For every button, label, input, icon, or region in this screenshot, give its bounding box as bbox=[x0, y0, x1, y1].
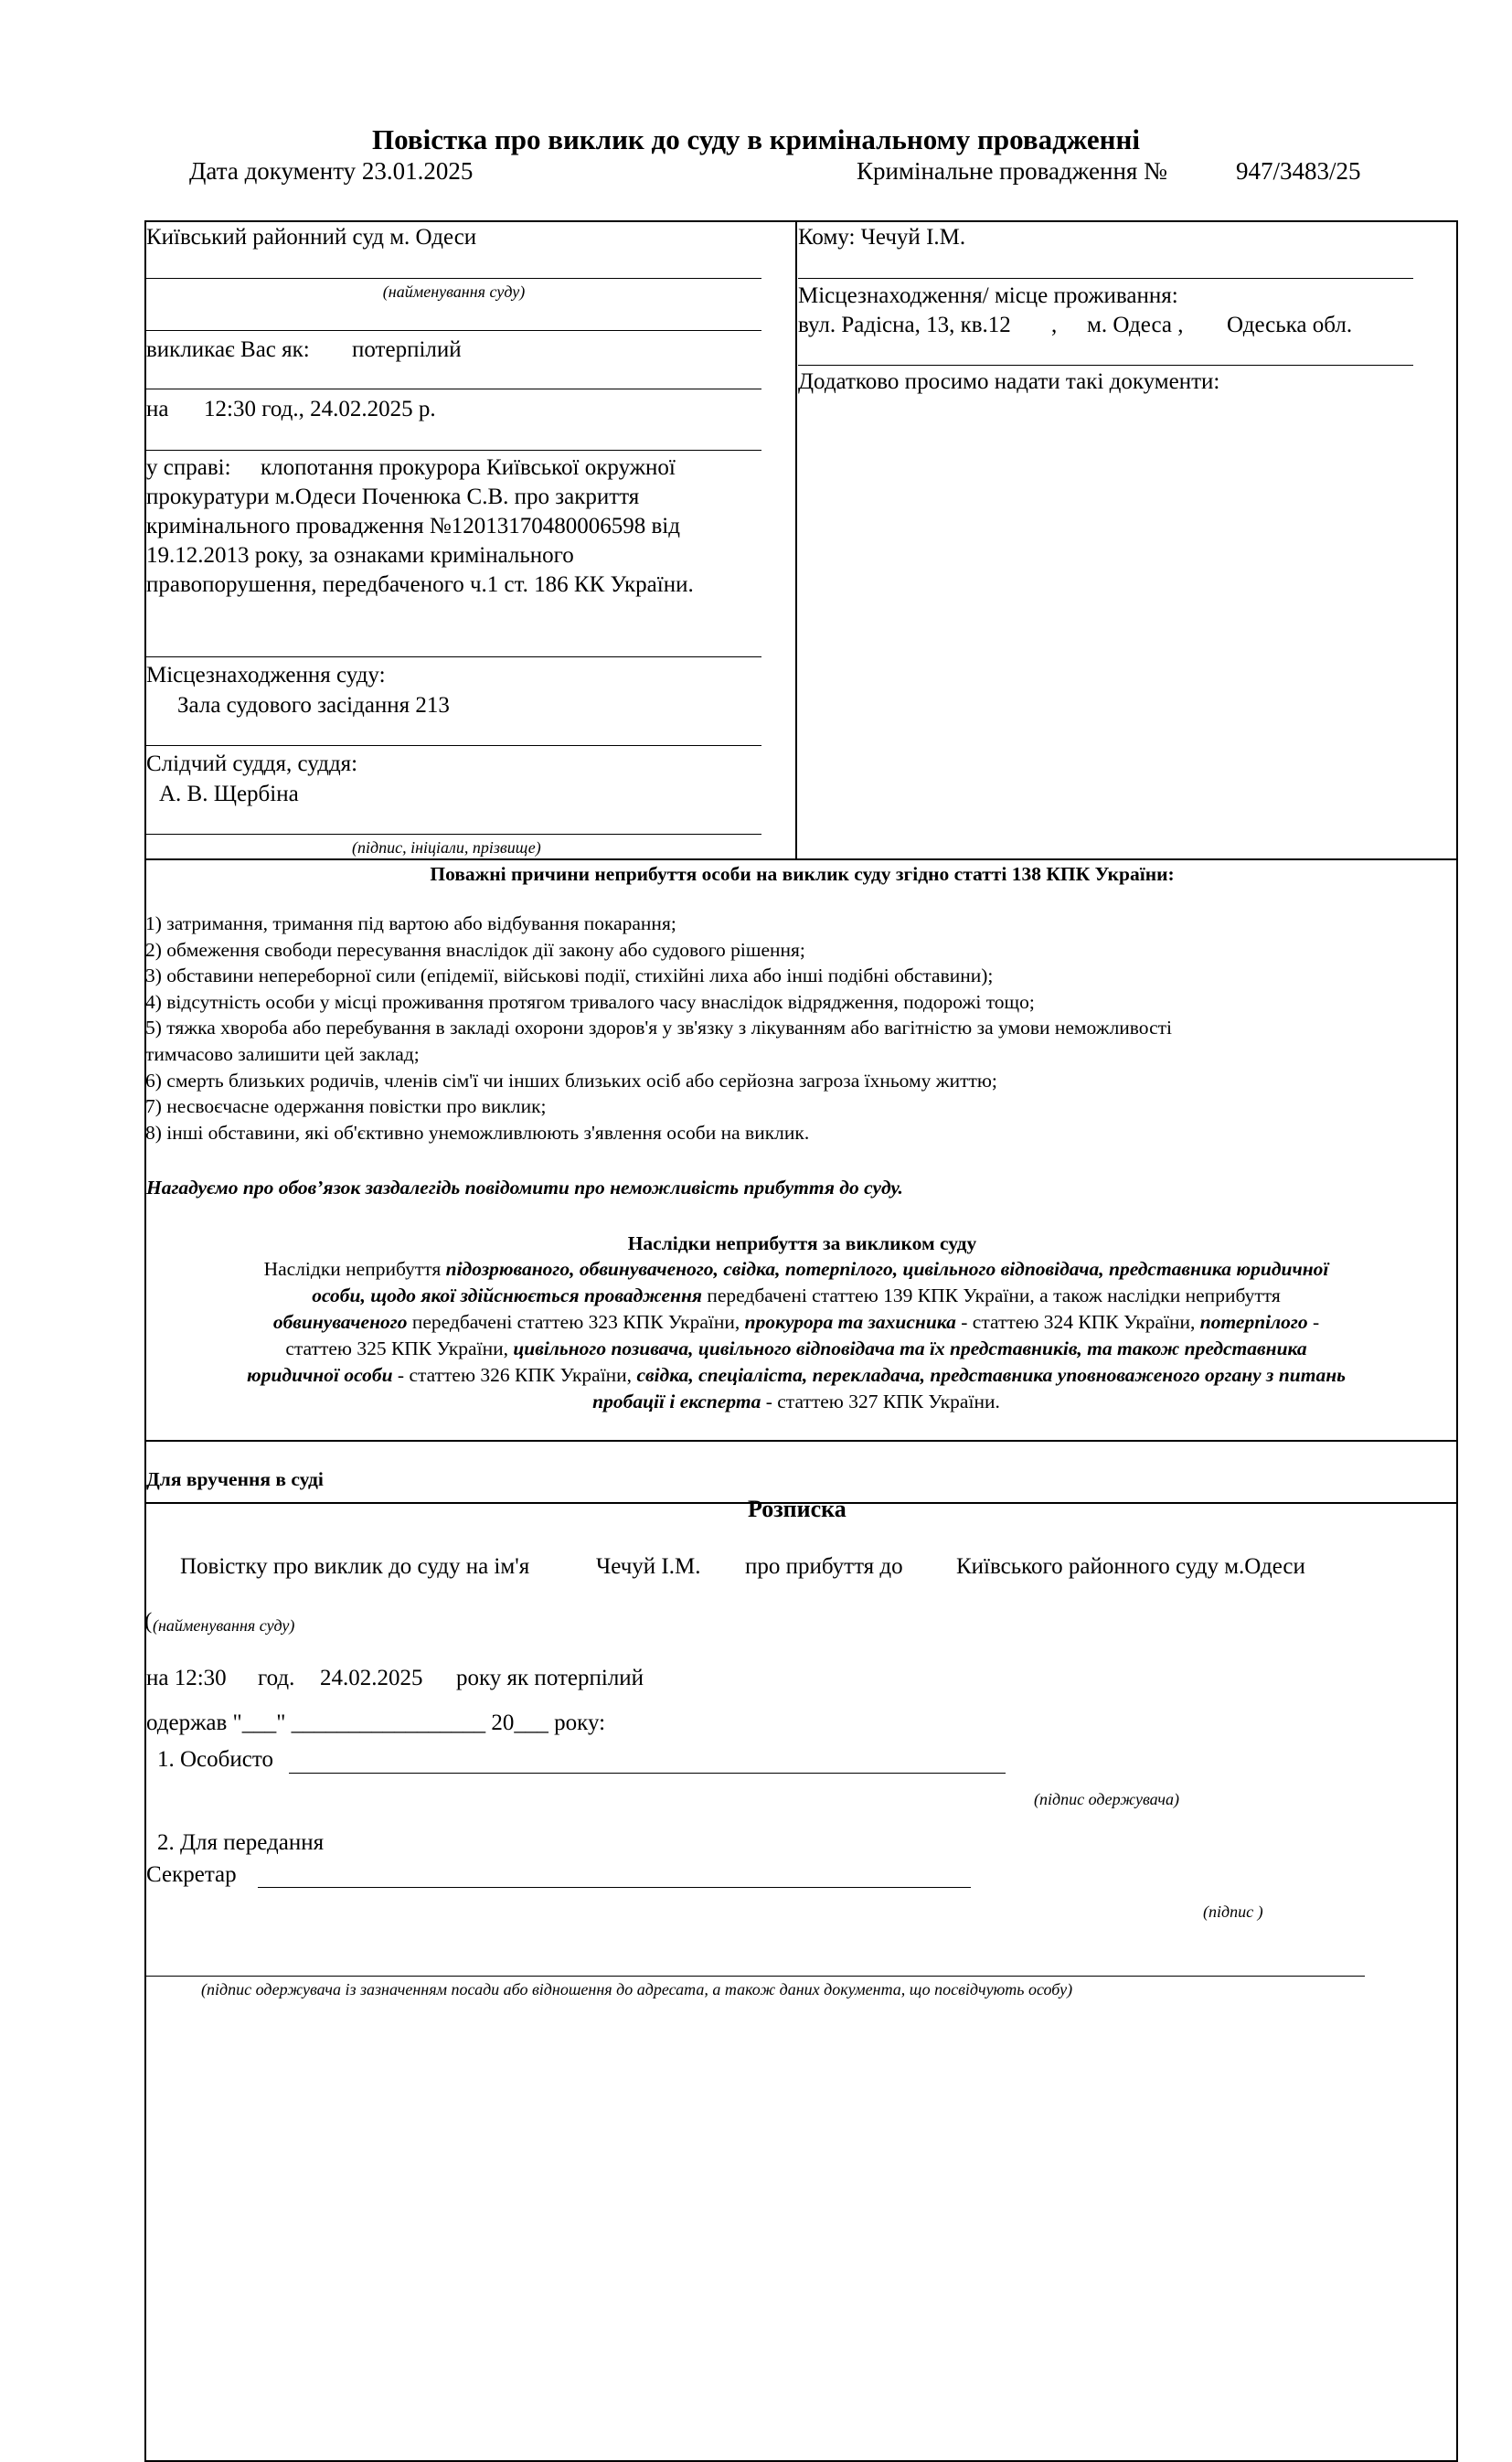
text: передбачені статтею 323 КПК України, bbox=[407, 1311, 745, 1333]
signature-caption: (підпис ) bbox=[1203, 1902, 1263, 1921]
reason-item: 6) смерть близьких родичів, членів сім'ї чи інших близьких осіб або серйозна загроза їхньому життю; bbox=[145, 1069, 997, 1092]
text: - статтею 324 КПК України, bbox=[955, 1311, 1200, 1333]
summon-as-label: викликає Вас як: bbox=[146, 337, 310, 362]
receipt-role: року як потерпілий bbox=[456, 1666, 644, 1690]
underline bbox=[146, 745, 761, 746]
for-court-delivery: Для вручення в суді bbox=[146, 1468, 324, 1490]
summon-as-value: потерпілий bbox=[352, 337, 462, 362]
case-line: клопотання прокурора Київської окружної bbox=[261, 455, 676, 480]
text: - статтею 327 КПК України. bbox=[761, 1391, 1000, 1412]
receipt-text: год. bbox=[258, 1666, 295, 1690]
receipt-text: Повістку про виклик до суду на ім'я bbox=[180, 1554, 530, 1579]
receipt-date: 24.02.2025 bbox=[320, 1666, 423, 1690]
text-emphasis: цивільного позивача, цивільного відповідача та їх представників, та також представника bbox=[513, 1338, 1307, 1359]
reason-item: 3) обставини непереборної сили (епідемії, військові події, стихійні лиха або інші подібні обставини); bbox=[145, 965, 994, 987]
receipt-text: про прибуття до bbox=[745, 1554, 903, 1579]
case-label: у справі: bbox=[146, 455, 231, 480]
reasons-list bbox=[145, 911, 1172, 1146]
reasons-heading: Поважні причини неприбуття особи на виклик суду згідно статті 138 КПК України: bbox=[430, 863, 1175, 885]
reason-item: 7) несвоєчасне одержання повістки про виклик; bbox=[145, 1095, 547, 1118]
when-label: на bbox=[146, 397, 169, 421]
address-region: Одеська обл. bbox=[1227, 313, 1353, 337]
text: статтею 325 КПК України, bbox=[285, 1338, 514, 1359]
footer-caption: (підпис одержувача із зазначенням посади або відношення до адресата, а також даних документа, що посвідчують особу) bbox=[201, 1980, 1073, 1998]
text-emphasis: особи, щодо якої здійснюється провадження bbox=[312, 1284, 702, 1306]
judge-label: Слідчий суддя, суддя: bbox=[146, 751, 358, 776]
court-name-caption: (найменування суду) bbox=[382, 282, 526, 301]
for-transfer-label: 2. Для передання bbox=[157, 1830, 325, 1855]
reminder: Нагадуємо про обов’язок заздалегідь повідомити про неможливість прибуття до суду. bbox=[146, 1177, 903, 1199]
signature-line bbox=[258, 1887, 971, 1888]
text-emphasis: обвинуваченого bbox=[272, 1311, 408, 1333]
recipient: Кому: Чечуй І.М. bbox=[798, 225, 966, 250]
court-caption: (найменування суду) bbox=[153, 1616, 295, 1635]
underline bbox=[146, 450, 761, 451]
section-divider bbox=[144, 858, 1458, 860]
text: передбачені статтею 139 КПК України, а також наслідки неприбуття bbox=[701, 1284, 1281, 1306]
reason-item: тимчасово залишити цей заклад; bbox=[145, 1042, 420, 1065]
consequences-text bbox=[146, 1256, 1446, 1415]
case-line: кримінального провадження №12013170480006598 від bbox=[146, 514, 680, 538]
underline bbox=[146, 656, 761, 657]
documents-request: Додатково просимо надати такі документи: bbox=[798, 369, 1220, 394]
text-emphasis: пробації і експерта bbox=[592, 1391, 761, 1412]
received-date-line: одержав "___" _________________ 20___ року: bbox=[146, 1711, 606, 1735]
receipt-court: Київського районного суду м.Одеси bbox=[956, 1554, 1305, 1579]
underline bbox=[146, 834, 761, 835]
consequences-heading: Наслідки неприбуття за викликом суду bbox=[627, 1232, 977, 1254]
underline bbox=[146, 330, 761, 331]
underline bbox=[798, 278, 1413, 279]
underline bbox=[798, 365, 1413, 366]
underline bbox=[146, 278, 761, 279]
address-city: м. Одеса , bbox=[1087, 313, 1184, 337]
document-title: Повістка про виклик до суду в кримінальному провадженні bbox=[372, 123, 1140, 155]
text-emphasis: свідка, спеціаліста, перекладача, представника уповноваженого органу з питань bbox=[636, 1364, 1346, 1386]
when-value: 12:30 год., 24.02.2025 р. bbox=[204, 397, 436, 421]
signature-line bbox=[289, 1773, 1006, 1774]
personally-label: 1. Особисто bbox=[157, 1747, 273, 1772]
case-number-label: Кримінальне провадження № bbox=[857, 157, 1167, 185]
bracket: ( bbox=[144, 1609, 153, 1634]
court-location-value: Зала судового засідання 213 bbox=[177, 693, 450, 718]
address-comma: , bbox=[1051, 313, 1058, 337]
case-line: правопорушення, передбаченого ч.1 ст. 186 КК України. bbox=[146, 572, 694, 597]
case-line: прокуратури м.Одеси Поченюка С.В. про закриття bbox=[146, 485, 640, 509]
court-location-label: Місцезнаходження суду: bbox=[146, 663, 386, 687]
text: - bbox=[1307, 1311, 1320, 1333]
court-name: Київський районний суд м. Одеси bbox=[146, 225, 477, 250]
signature-line bbox=[146, 1976, 1365, 1977]
address-street: вул. Радісна, 13, кв.12 bbox=[798, 313, 1011, 337]
reason-item: 4) відсутність особи у місці проживання протягом тривалого часу внаслідок відрядження, подорожі тощо; bbox=[145, 990, 1035, 1013]
text-emphasis: прокурора та захисника bbox=[744, 1311, 956, 1333]
case-line: 19.12.2013 року, за ознаками кримінального bbox=[146, 543, 574, 568]
receiver-signature-caption: (підпис одержувача) bbox=[1034, 1790, 1179, 1808]
receipt-title: Розписка bbox=[748, 1496, 847, 1522]
text-emphasis: юридичної особи bbox=[247, 1364, 393, 1386]
reason-item: 8) інші обставини, які об'єктивно унеможливлюють з'явлення особи на виклик. bbox=[145, 1121, 810, 1144]
reason-item: 1) затримання, тримання під вартою або відбування покарання; bbox=[145, 912, 676, 934]
case-number: 947/3483/25 bbox=[1236, 157, 1361, 185]
reason-item: 2) обмеження свободи пересування внаслідок дії закону або судового рішення; bbox=[145, 938, 805, 961]
text: - статтею 326 КПК України, bbox=[392, 1364, 637, 1386]
text-emphasis: потерпілого bbox=[1199, 1311, 1308, 1333]
address-label: Місцезнаходження/ місце проживання: bbox=[798, 283, 1178, 308]
reason-item: 5) тяжка хвороба або перебування в закладі охорони здоров'я у зв'язку з лікуванням або вагітністю за умови неможливості bbox=[145, 1017, 1173, 1039]
receipt-time: на 12:30 bbox=[146, 1666, 227, 1690]
judge-caption: (підпис, ініціали, прізвище) bbox=[352, 838, 541, 857]
receipt-recipient-name: Чечуй І.М. bbox=[596, 1554, 701, 1579]
text: Наслідки неприбуття bbox=[263, 1258, 446, 1280]
secretary-label: Секретар bbox=[146, 1862, 237, 1887]
text-emphasis: підозрюваного, обвинуваченого, свідка, потерпілого, цивільного відповідача, представника юридичної bbox=[445, 1258, 1329, 1280]
receipt-frame bbox=[144, 1440, 1458, 2462]
column-divider bbox=[795, 220, 797, 860]
judge-name: А. В. Щербіна bbox=[159, 782, 299, 806]
document-date: Дата документу 23.01.2025 bbox=[189, 157, 474, 185]
